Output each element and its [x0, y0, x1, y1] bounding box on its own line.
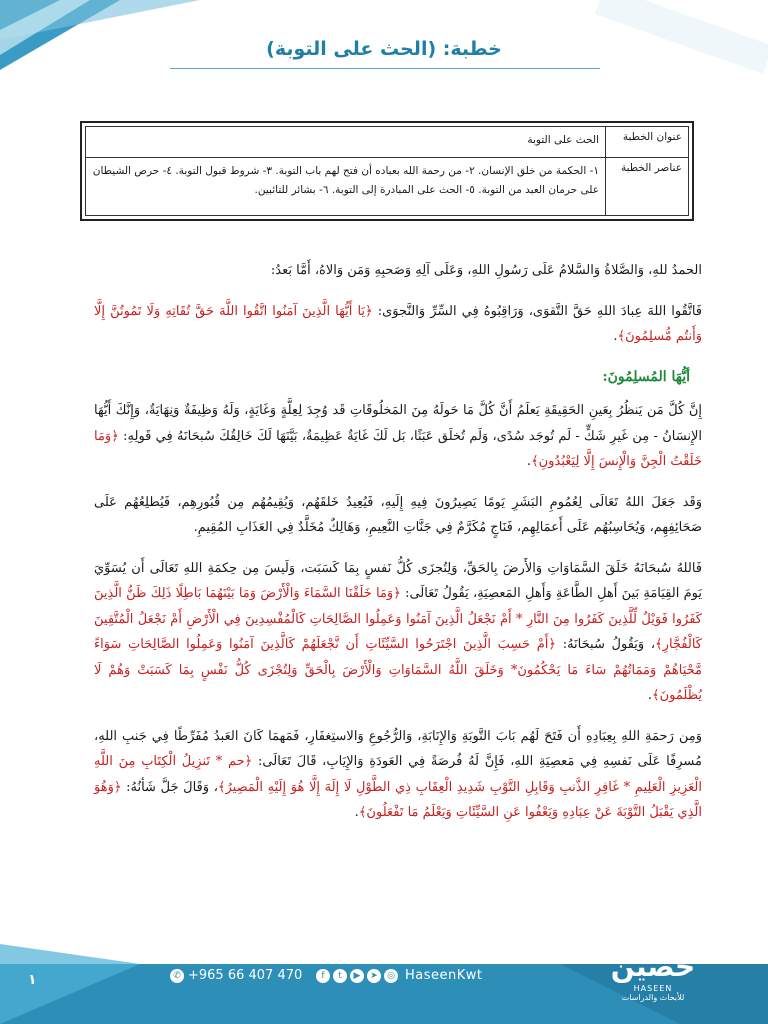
sermon-body [94, 258, 702, 841]
page-number: ١ [28, 972, 37, 988]
taqwa-paragraph: فَاتَّقُوا اللهَ عِبادَ اللهِ حَقَّ التَّقوَى، وَرَاقِبُوهُ فِي السِّرِّ وَالنَّجوَى: ﴿يَا أَيُّهَا الَّذِينَ آمَنُوا اتَّقُوا اللَّهَ حَقَّ تُقَاتِهِ وَلَا تَمُوتُنَّ إِلَّا وَأَنتُم مُّسلِمُونَ﴾. [94, 303, 702, 344]
facebook-icon[interactable]: f [316, 969, 330, 983]
mercy-paragraph: وَمِن رَحمَةِ اللهِ بِعِبَادِهِ أَن فَتَحَ لَهُم بَابَ التَّوبَةِ وَالإِنَابَةِ، وَالرُّجُوعِ وَالاستِغفَارِ، فَمَهمَا كَانَ العَبدُ مُفَرِّطًا فِي جَنبِ اللهِ، مُسرِفًا عَلَى نَفسِهِ فِي مَعصِيَةِ اللهِ، فَإِنَّ لَهُ فُرصَةً فِي العَودَةِ وَالإِيَابِ، قَالَ تَعَالَى: ﴿حم * تَنزِيلُ الْكِتَابِ مِنَ اللَّهِ الْعَزِيزِ الْعَلِيمِ * غَافِرِ الذَّنبِ وَقَابِلِ التَّوْبِ شَدِيدِ الْعِقَابِ ذِي الطَّوْلِ لَا إِلَهَ إِلَّا هُوَ إِلَيْهِ الْمَصِيرُ﴾، وَقَالَ جَلَّ شَأنُهُ: ﴿وَهُوَ الَّذِي يَقْبَلُ التَّوْبَةَ عَنْ عِبَادِهِ وَيَعْفُوا عَنِ السَّيِّئَاتِ وَيَعْلَمُ مَا تَفْعَلُونَ﴾. [94, 728, 702, 820]
twitter-icon[interactable]: t [333, 969, 347, 983]
phone-contact [170, 968, 302, 983]
quran-verse: ﴿أَمْ حَسِبَ الَّذِينَ اجْتَرَحُوا السَّيِّئَاتِ أَن نَّجْعَلَهُمْ كَالَّذِينَ آمَنُوا وَعَمِلُوا الصَّالِحَاتِ سَوَاءً مَّحْيَاهُمْ وَمَمَاتُهُمْ سَاءَ مَا يَحْكُمُونَ* وَخَلَقَ اللَّهُ السَّمَاوَاتِ وَالْأَرْضَ بِالْحَقِّ وَلِتُجْزَى كُلُّ نَفْسٍ بِمَا كَسَبَتْ وَهُمْ لَا يُظْلَمُونَ﴾ [94, 637, 702, 703]
quran-verse: ﴿وَمَا خَلَقْنَا السَّمَاءَ وَالْأَرْضَ وَمَا بَيْنَهُمَا بَاطِلًا ذَلِكَ ظَنُّ الَّذِينَ كَفَرُوا فَوَيْلٌ لِّلَّذِينَ كَفَرُوا مِنَ النَّارِ * أَمْ نَجْعَلُ الَّذِينَ آمَنُوا وَعَمِلُوا الصَّالِحَاتِ كَالْمُفْسِدِينَ فِي الْأَرْضِ أَمْ نَجْعَلُ الْمُتَّقِينَ كَالْفُجَّارِ﴾ [94, 586, 702, 652]
quran-verse: ﴿وَهُوَ الَّذِي يَقْبَلُ التَّوْبَةَ عَنْ عِبَادِهِ وَيَعْفُوا عَنِ السَّيِّئَاتِ وَيَعْلَمُ مَا تَفْعَلُونَ﴾ [94, 779, 702, 820]
instagram-icon[interactable]: ◎ [384, 969, 398, 983]
sermon-info-table [85, 126, 689, 216]
quran-verse: ﴿حم * تَنزِيلُ الْكِتَابِ مِنَ اللَّهِ الْعَزِيزِ الْعَلِيمِ * غَافِرِ الذَّنبِ وَقَابِلِ التَّوْبِ شَدِيدِ الْعِقَابِ ذِي الطَّوْلِ لَا إِلَهَ إِلَّا هُوَ إِلَيْهِ الْمَصِيرُ﴾ [94, 754, 702, 795]
logo-arabic: حصين [610, 950, 696, 983]
opening-paragraph: الحمدُ للهِ، وَالصَّلاةُ وَالسَّلامُ عَلَى رَسُولِ اللهِ، وَعَلَى آلِهِ وَصَحبِهِ وَمَن وَالاهُ، أَمَّا بَعدُ: [270, 263, 702, 278]
title-label: عنوان الخطبة [606, 127, 689, 158]
purpose-paragraph: إِنَّ كُلَّ مَن يَنظُرُ بِعَينِ الحَقِيقَةِ يَعلَمُ أَنَّ كُلَّ مَا حَولَهُ مِنَ المَخلُوقَاتِ قَد وُجِدَ لِعِلَّةٍ وَغَايَةٍ، وَلَهُ وَظِيفَةٌ وَنِهَايَةٌ، وَإِنَّكَ أَيُّهَا الإِنسَانُ - مِن غَيرِ شَكٍّ - لَم تُوجَد سُدًى، وَلَم تُخلَق عَبَثًا، بَل لَكَ غَايَةٌ عَظِيمَةٌ، بَيَّنَهَا لَكَ خَالِقُكَ سُبحَانَهُ فِي قَولِهِ: ﴿وَمَا خَلَقْتُ الْجِنَّ وَالْإِنسَ إِلَّا لِيَعْبُدُونِ﴾. [94, 403, 702, 469]
social-links [316, 968, 483, 983]
logo-english: HASEEN [633, 984, 673, 993]
haseen-logo [598, 950, 708, 1006]
judgment-paragraph: وَقَد جَعَلَ اللهُ تَعَالَى لِعُمُومِ البَشَرِ يَومًا يَصِيرُونَ فِيهِ إِلَيهِ، فَيُعِيدُ خَلقَهُم، وَيُقِيمُهُم مِن قُبُورِهِم، فَيُطلِعُهُم عَلَى صَحَائِفِهِم، وَيُحَاسِبُهُم عَلَى أَعمَالِهِم، فَنَاجٍ مُكَرَّمٌ فِي جَنَّاتِ النَّعِيمِ، وَهَالِكٌ مُخَلَّدٌ فِي العَذَابِ المُقِيمِ. [94, 494, 702, 535]
wisdom-paragraph: فَاللهُ سُبحَانَهُ خَلَقَ السَّمَاوَاتِ وَالأَرضَ بِالحَقِّ، وَلِتُجزَى كُلُّ نَفسٍ بِمَا كَسَبَت، وَلَيسَ مِن حِكمَةِ اللهِ تَعَالَى أَن يُسَوِّيَ يَومَ القِيَامَةِ بَينَ أَهلِ الطَّاعَةِ وَأَهلِ المَعصِيَةِ، يَقُولُ تَعَالَى: ﴿وَمَا خَلَقْنَا السَّمَاءَ وَالْأَرْضَ وَمَا بَيْنَهُمَا بَاطِلًا ذَلِكَ ظَنُّ الَّذِينَ كَفَرُوا فَوَيْلٌ لِّلَّذِينَ كَفَرُوا مِنَ النَّارِ * أَمْ نَجْعَلُ الَّذِينَ آمَنُوا وَعَمِلُوا الصَّالِحَاتِ كَالْمُفْسِدِينَ فِي الْأَرْضِ أَمْ نَجْعَلُ الْمُتَّقِينَ كَالْفُجَّارِ﴾، وَيَقُولُ سُبحَانَهُ: ﴿أَمْ حَسِبَ الَّذِينَ اجْتَرَحُوا السَّيِّئَاتِ أَن نَّجْعَلَهُمْ كَالَّذِينَ آمَنُوا وَعَمِلُوا الصَّالِحَاتِ سَوَاءً مَّحْيَاهُمْ وَمَمَاتُهُمْ سَاءَ مَا يَحْكُمُونَ* وَخَلَقَ اللَّهُ السَّمَاوَاتِ وَالْأَرْضَ بِالْحَقِّ وَلِتُجْزَى كُلُّ نَفْسٍ بِمَا كَسَبَتْ وَهُمْ لَا يُظْلَمُونَ﴾. [94, 560, 702, 703]
sermon-info-box [80, 121, 694, 221]
elements-value: ١- الحكمة من خلق الإنسان. ٢- من رحمة الله بعباده أن فتح لهم باب التوبة. ٣- شروط قبول التوبة. ٤- حرص الشيطان على حرمان العبد من التوبة. ٥- الحث على المبادرة إلى التوبة. ٦- بشائر للتائبين. [86, 158, 606, 216]
logo-subtitle: للأبحاث والدراسات [621, 993, 685, 1002]
phone-number: +965 66 407 470 [188, 968, 303, 983]
footer-bar [0, 948, 768, 1008]
section-subheading: أيُّهَا المُسلِمُونَ: [602, 368, 690, 385]
social-handle: HaseenKwt [405, 968, 483, 983]
quran-verse: ﴿يَا أَيُّهَا الَّذِينَ آمَنُوا اتَّقُوا اللَّهَ حَقَّ تُقَاتِهِ وَلَا تَمُوتُنَّ إِلَّا وَأَنتُم مُّسلِمُونَ﴾ [94, 303, 702, 344]
title-value: الحث على التوبة [86, 127, 606, 158]
telegram-icon[interactable]: ➤ [367, 969, 381, 983]
quran-verse: ﴿وَمَا خَلَقْتُ الْجِنَّ وَالْإِنسَ إِلَّا لِيَعْبُدُونِ﴾ [94, 428, 702, 469]
elements-label: عناصر الخطبة [606, 158, 689, 216]
whatsapp-icon: ✆ [170, 969, 184, 983]
youtube-icon[interactable]: ▶ [350, 969, 364, 983]
page-title: خطبة: (الحث على التوبة) [266, 38, 502, 60]
title-underline [170, 68, 600, 69]
